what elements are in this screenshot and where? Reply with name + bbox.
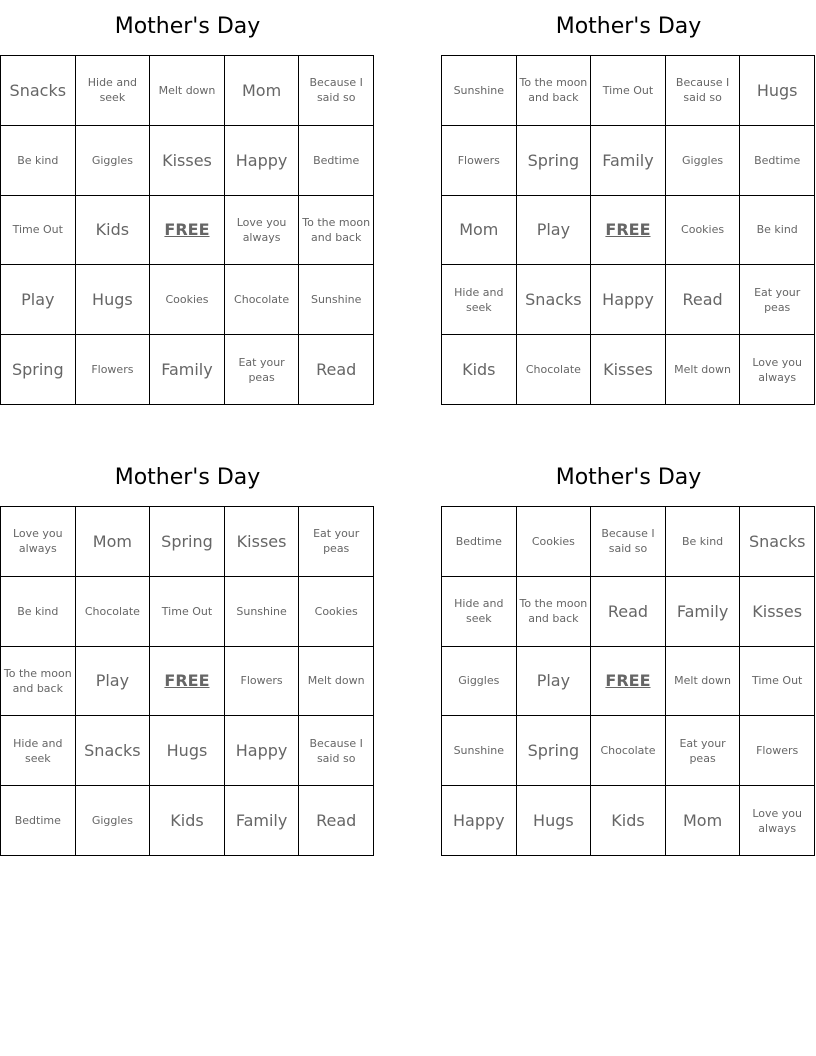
free-space-cell: FREE bbox=[591, 646, 666, 716]
bingo-cell: Flowers bbox=[740, 716, 815, 786]
bingo-cell: Because I said so bbox=[299, 56, 374, 126]
bingo-cell: Be kind bbox=[1, 576, 76, 646]
grid-row bbox=[442, 576, 815, 646]
bingo-cell: Play bbox=[516, 646, 591, 716]
bingo-cell: Eat your peas bbox=[299, 507, 374, 577]
bingo-cell: Hide and seek bbox=[1, 716, 76, 786]
bingo-cell: Giggles bbox=[75, 125, 150, 195]
bingo-cell: Time Out bbox=[740, 646, 815, 716]
bingo-cell: Happy bbox=[224, 125, 299, 195]
bingo-cell: Spring bbox=[150, 507, 225, 577]
bingo-cell: Time Out bbox=[591, 56, 666, 126]
bingo-cell: Family bbox=[591, 125, 666, 195]
bingo-cell: To the moon and back bbox=[516, 56, 591, 126]
bingo-cell: Flowers bbox=[442, 125, 517, 195]
bingo-cell: Mom bbox=[665, 786, 740, 856]
free-space-cell: FREE bbox=[150, 646, 225, 716]
bingo-cell: Snacks bbox=[740, 507, 815, 577]
bingo-cell: Spring bbox=[516, 125, 591, 195]
bingo-cell: To the moon and back bbox=[1, 646, 76, 716]
grid-row bbox=[1, 335, 374, 405]
grid-row bbox=[1, 56, 374, 126]
bingo-cell: Eat your peas bbox=[740, 265, 815, 335]
bingo-cell: Happy bbox=[442, 786, 517, 856]
bingo-cell: Giggles bbox=[665, 125, 740, 195]
bingo-cell: Hide and seek bbox=[442, 576, 517, 646]
bingo-cell: Be kind bbox=[1, 125, 76, 195]
bingo-cell: Happy bbox=[224, 716, 299, 786]
bingo-cell: Kisses bbox=[591, 335, 666, 405]
bingo-cell: Melt down bbox=[150, 56, 225, 126]
grid-row bbox=[1, 786, 374, 856]
bingo-cell: Time Out bbox=[150, 576, 225, 646]
bingo-grid bbox=[441, 506, 815, 856]
bingo-cell: Snacks bbox=[516, 265, 591, 335]
bingo-cell: Bedtime bbox=[1, 786, 76, 856]
bingo-cell: Cookies bbox=[516, 507, 591, 577]
bingo-cell: Sunshine bbox=[224, 576, 299, 646]
grid-row bbox=[442, 335, 815, 405]
bingo-cell: Melt down bbox=[665, 646, 740, 716]
card-title: Mother's Day bbox=[114, 14, 261, 39]
bingo-cell: Kisses bbox=[224, 507, 299, 577]
bingo-cell: Because I said so bbox=[665, 56, 740, 126]
grid-row bbox=[1, 195, 374, 265]
bingo-cell: Snacks bbox=[1, 56, 76, 126]
grid-row bbox=[1, 576, 374, 646]
bingo-grid bbox=[441, 55, 815, 405]
bingo-cell: Play bbox=[516, 195, 591, 265]
bingo-cell: Hugs bbox=[516, 786, 591, 856]
bingo-cell: Kids bbox=[591, 786, 666, 856]
bingo-cell: Play bbox=[1, 265, 76, 335]
bingo-cell: Chocolate bbox=[516, 335, 591, 405]
bingo-cell: Sunshine bbox=[442, 716, 517, 786]
bingo-cell: Giggles bbox=[75, 786, 150, 856]
bingo-grid bbox=[0, 506, 374, 856]
bingo-cell: Hugs bbox=[740, 56, 815, 126]
bingo-cell: Cookies bbox=[665, 195, 740, 265]
bingo-cell: Snacks bbox=[75, 716, 150, 786]
bingo-cell: Mom bbox=[75, 507, 150, 577]
bingo-cell: Kisses bbox=[150, 125, 225, 195]
bingo-cell: Chocolate bbox=[75, 576, 150, 646]
bingo-cell: Family bbox=[665, 576, 740, 646]
bingo-cell: Read bbox=[299, 786, 374, 856]
card-title: Mother's Day bbox=[555, 465, 702, 490]
bingo-cell: Time Out bbox=[1, 195, 76, 265]
bingo-cell: Mom bbox=[442, 195, 517, 265]
bingo-cell: Chocolate bbox=[224, 265, 299, 335]
bingo-cell: Family bbox=[150, 335, 225, 405]
grid-row bbox=[442, 507, 815, 577]
bingo-cell: Eat your peas bbox=[224, 335, 299, 405]
card-title: Mother's Day bbox=[555, 14, 702, 39]
bingo-grid bbox=[0, 55, 374, 405]
bingo-cell: Play bbox=[75, 646, 150, 716]
bingo-cell: Kisses bbox=[740, 576, 815, 646]
bingo-cell: Cookies bbox=[150, 265, 225, 335]
bingo-cell: Giggles bbox=[442, 646, 517, 716]
bingo-cell: Flowers bbox=[224, 646, 299, 716]
bingo-cell: Cookies bbox=[299, 576, 374, 646]
bingo-cell: Hide and seek bbox=[442, 265, 517, 335]
grid-row bbox=[442, 125, 815, 195]
grid-row bbox=[1, 716, 374, 786]
bingo-cell: To the moon and back bbox=[299, 195, 374, 265]
bingo-cell: Love you always bbox=[740, 335, 815, 405]
bingo-cell: Spring bbox=[516, 716, 591, 786]
bingo-cell: Read bbox=[665, 265, 740, 335]
bingo-cell: Bedtime bbox=[740, 125, 815, 195]
grid-row bbox=[442, 56, 815, 126]
bingo-cell: Flowers bbox=[75, 335, 150, 405]
grid-row bbox=[1, 646, 374, 716]
free-space-cell: FREE bbox=[591, 195, 666, 265]
bingo-cell: Chocolate bbox=[591, 716, 666, 786]
bingo-cell: Because I said so bbox=[591, 507, 666, 577]
grid-row bbox=[442, 716, 815, 786]
bingo-cell: Be kind bbox=[740, 195, 815, 265]
bingo-cell: Spring bbox=[1, 335, 76, 405]
bingo-cell: Bedtime bbox=[442, 507, 517, 577]
bingo-cell: Eat your peas bbox=[665, 716, 740, 786]
bingo-cell: Melt down bbox=[299, 646, 374, 716]
grid-row bbox=[442, 265, 815, 335]
bingo-cell: Because I said so bbox=[299, 716, 374, 786]
bingo-cell: Love you always bbox=[1, 507, 76, 577]
grid-row bbox=[442, 646, 815, 716]
bingo-cell: Read bbox=[591, 576, 666, 646]
bingo-cell: Love you always bbox=[224, 195, 299, 265]
bingo-cell: Sunshine bbox=[299, 265, 374, 335]
grid-row bbox=[1, 125, 374, 195]
bingo-cell: Mom bbox=[224, 56, 299, 126]
grid-row bbox=[442, 195, 815, 265]
grid-row bbox=[1, 265, 374, 335]
bingo-cell: Love you always bbox=[740, 786, 815, 856]
bingo-cell: Kids bbox=[75, 195, 150, 265]
bingo-cell: To the moon and back bbox=[516, 576, 591, 646]
bingo-cell: Hide and seek bbox=[75, 56, 150, 126]
bingo-cell: Kids bbox=[442, 335, 517, 405]
bingo-cell: Sunshine bbox=[442, 56, 517, 126]
bingo-cell: Happy bbox=[591, 265, 666, 335]
grid-row bbox=[442, 786, 815, 856]
card-title: Mother's Day bbox=[114, 465, 261, 490]
free-space-cell: FREE bbox=[150, 195, 225, 265]
grid-row bbox=[1, 507, 374, 577]
bingo-cell: Melt down bbox=[665, 335, 740, 405]
bingo-cell: Hugs bbox=[75, 265, 150, 335]
bingo-cell: Be kind bbox=[665, 507, 740, 577]
bingo-cell: Kids bbox=[150, 786, 225, 856]
bingo-cell: Family bbox=[224, 786, 299, 856]
bingo-cell: Bedtime bbox=[299, 125, 374, 195]
bingo-cell: Hugs bbox=[150, 716, 225, 786]
bingo-cell: Read bbox=[299, 335, 374, 405]
